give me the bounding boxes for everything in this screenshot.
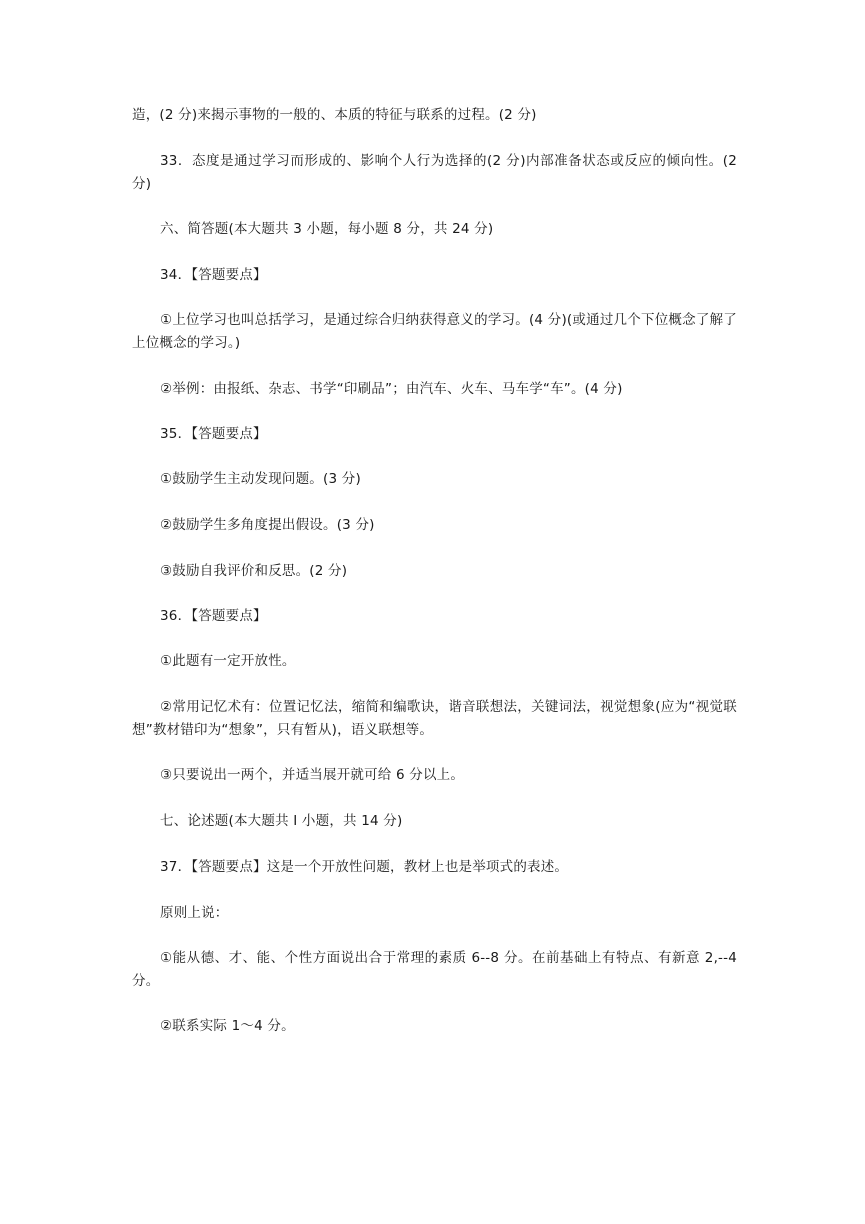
answer-35-point-1: ①鼓励学生主动发现问题。(3 分) [160, 471, 361, 487]
answer-35-point-2: ②鼓励学生多角度提出假设。(3 分) [160, 517, 375, 533]
question-35-heading: 35．【答题要点】 [160, 426, 267, 442]
paragraph-continuation: 造，(2 分)来揭示事物的一般的、本质的特征与联系的过程。(2 分) [132, 107, 537, 123]
answer-33: 33．态度是通过学习而形成的、影响个人行为选择的(2 分)内部准备状态或反应的倾向性。(2 分) [132, 153, 737, 192]
answer-37-intro: 原则上说： [160, 905, 229, 921]
answer-34-point-2: ②举例：由报纸、杂志、书学“印刷品”；由汽车、火车、马车学“车”。(4 分) [160, 381, 623, 397]
answer-35-point-3: ③鼓励自我评价和反思。(2 分) [160, 563, 348, 579]
answer-34-point-1: ①上位学习也叫总括学习，是通过综合归纳获得意义的学习。(4 分)(或通过几个下位概念了解了上位概念的学习。) [132, 312, 737, 351]
answer-36-point-2: ②常用记忆术有：位置记忆法，缩简和编歌诀，谐音联想法，关键词法，视觉想象(应为“视觉联想”教材错印为“想象”，只有暂从)，语义联想等。 [132, 699, 737, 738]
section-heading-essay: 七、论述题(本大题共 I 小题，共 14 分) [160, 813, 403, 829]
answer-37-point-1: ①能从德、才、能、个性方面说出合于常理的素质 6--8 分。在前基础上有特点、有新意 2,--4 分。 [132, 950, 737, 989]
question-37-heading: 37．【答题要点】这是一个开放性问题，教材上也是举项式的表述。 [160, 859, 569, 875]
answer-36-point-1: ①此题有一定开放性。 [160, 653, 296, 669]
section-heading-short-answer: 六、简答题(本大题共 3 小题，每小题 8 分，共 24 分) [160, 221, 494, 237]
question-34-heading: 34．【答题要点】 [160, 267, 267, 283]
answer-36-point-3: ③只要说出一两个，并适当展开就可给 6 分以上。 [160, 767, 465, 783]
question-36-heading: 36．【答题要点】 [160, 608, 267, 624]
answer-37-point-2: ②联系实际 1～4 分。 [160, 1018, 295, 1034]
